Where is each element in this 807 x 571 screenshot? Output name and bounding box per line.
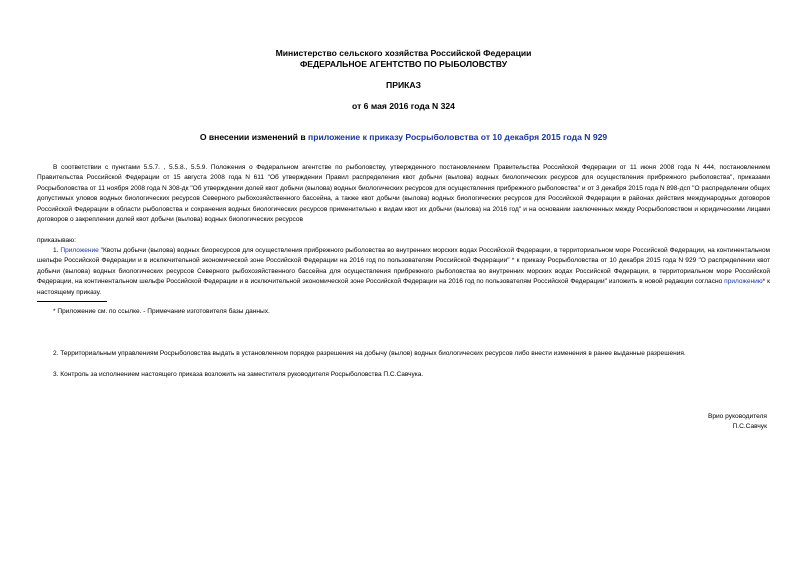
ministry-heading: Министерство сельского хозяйства Российской Федерации [275, 48, 532, 58]
item-2-paragraph: 2. Территориальным управлениям Росрыболовства выдать в установленном порядке разрешения на добычу (вылов) водных биологических ресурсов либо внести изменения в ранее выданные разрешения. [53, 350, 686, 357]
item-1-star: * [509, 257, 517, 265]
footnote: * Приложение см. по ссылке. - Примечание изготовителя базы данных. [53, 308, 270, 315]
footnote-divider [37, 301, 107, 302]
order-date-number: от 6 мая 2016 года N 324 [352, 101, 455, 111]
item-1-text-c: * к настоящему приказу. [37, 278, 771, 296]
preamble-paragraph [37, 163, 770, 225]
title-prefix: О внесении изменений в [199, 132, 308, 142]
preamble-text: В соответствии с пунктами 5.5.7. , 5.5.8., 5.5.9. Положения о Федеральном агентстве по рыболовству, утвержденного постановлением Правительства Российской Федерации от 11 июня 2008 года N 444, постановлением Правительства Российской Федерации от 15 августа 2008 года N 611 "Об утверждении Правил распределения квот добычи (вылова) водных биологических ресурсов для осуществления прибрежного рыболовства", приказами Росрыболовства от 11 ноября 2008 года N 308-дк "Об утверждении долей квот добычи (вылова) водных биологических ресурсов для осуществления прибрежного рыболовства" и от 3 декабря 2015 года N 898-дсп "О распределении общих допустимых уловов водных биологических ресурсов Северного рыбохозяйственного бассейна, а также квот добычи (вылова) водных биологических ресурсов для Российской Федерации в районах действия международных договоров Российской Федерации в области рыболовства и сохранения водных биологических ресурсов применительно к видам квот их добычи (вылова) на 2016 год" и на основании заключенных между Росрыболовством и юридическими лицами договоров о закреплении долей квот добычи (вылова) водных биологических ресурсов [37, 164, 770, 224]
item-1-new-appendix-link[interactable]: приложению [724, 278, 763, 286]
item-1-text-b: к приказу Росрыболовства от 10 декабря 2015 года N 929 "О распределении квот добычи (вылова) водных биологических ресурсов Северного рыбохозяйственного бассейна для осуществления прибрежного рыболовства во внутренних морских водах Российской Федерации, в территориальном море Российской Федерации, на континентальном шельфе Российской Федерации и в исключительной экономической зоне Российской Федерации на 2016 год по пользователям Российской Федерации" изложить в новой редакции согласно [37, 257, 770, 286]
doc-type-heading: ПРИКАЗ [386, 80, 421, 90]
signature-name: П.С.Савчук [732, 423, 767, 430]
agency-heading: ФЕДЕРАЛЬНОЕ АГЕНТСТВО ПО РЫБОЛОВСТВУ [299, 59, 508, 69]
signature-position: Врио руководителя [707, 413, 767, 420]
item-1-number: 1. [53, 247, 61, 254]
document-title [0, 132, 807, 142]
item-1-text-a: "Квоты добычи (вылова) водных биоресурсов для осуществления прибрежного рыболовства во внутренних морских водах Российской Федерации, в территориальном море Российской Федерации, на континентальном шельфе Российской Федерации и в исключительной экономической зоне Российской Федерации на 2016 год по пользователям Российской Федерации" [37, 247, 770, 265]
order-word: приказываю: [37, 237, 76, 244]
item-3-paragraph: 3. Контроль за исполнением настоящего приказа возложить на заместителя руководителя Росрыболовства П.С.Савчука. [53, 371, 424, 378]
item-1-appendix-link[interactable]: Приложение [60, 247, 99, 254]
item-1-paragraph [37, 246, 770, 298]
title-link[interactable]: приложение к приказу Росрыболовства от 10 декабря 2015 года N 929 [308, 132, 608, 142]
